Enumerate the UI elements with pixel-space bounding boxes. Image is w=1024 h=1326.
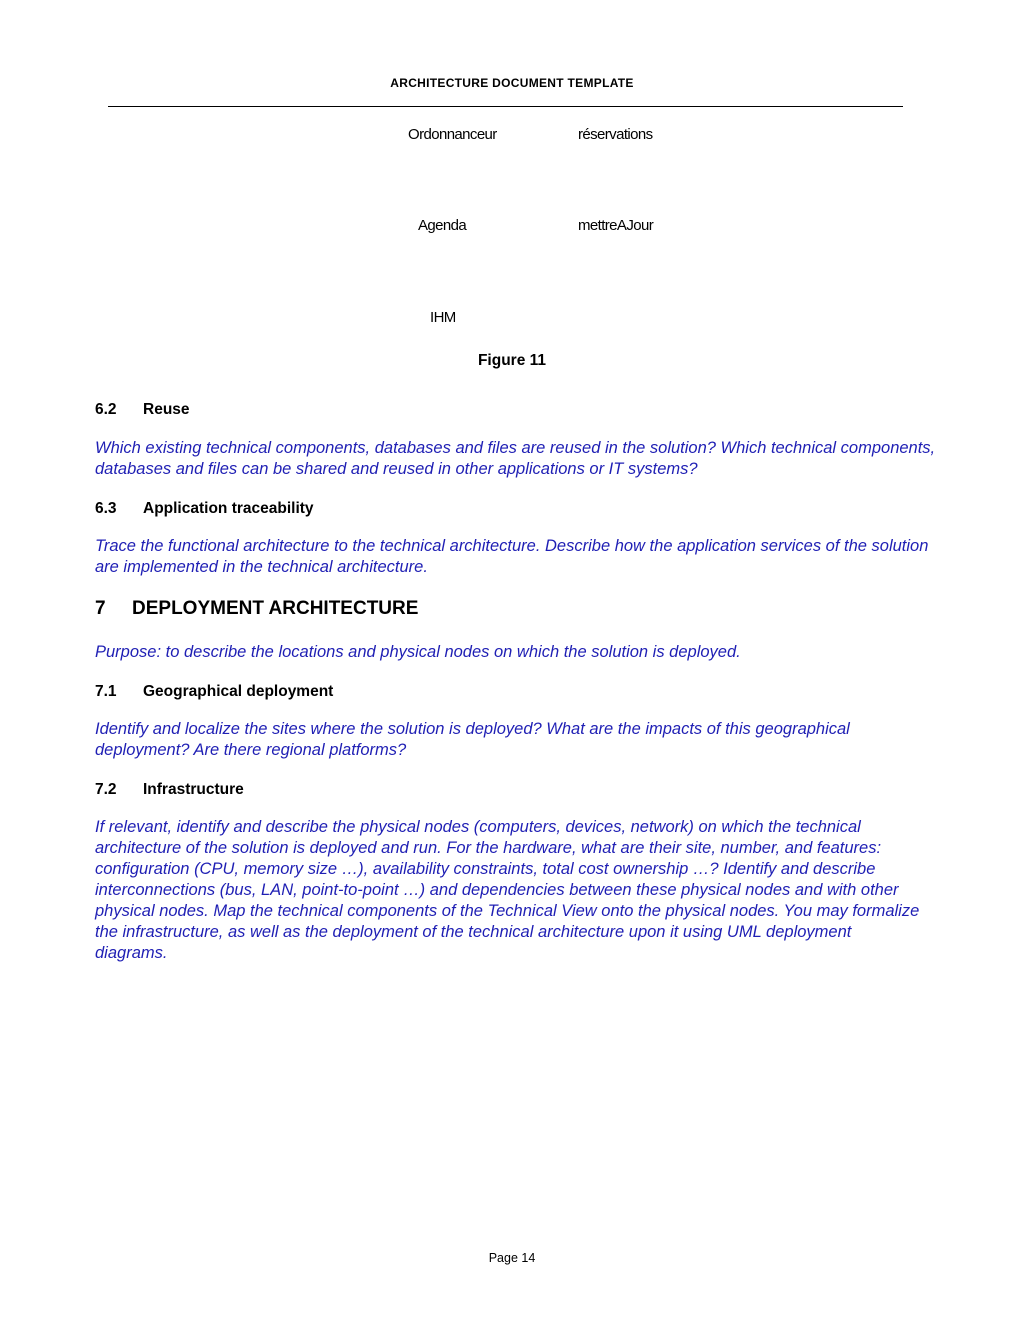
chapter-heading-7 — [95, 598, 418, 620]
section-text-6-3: Trace the functional architecture to the technical architecture. Describe how the application services of the solution are implemented in the technical architecture. — [95, 537, 929, 576]
section-number: 6.3 — [95, 500, 117, 517]
section-title: Reuse — [143, 401, 190, 418]
chapter-number: 7 — [95, 598, 106, 619]
document-title: ARCHITECTURE DOCUMENT TEMPLATE — [390, 76, 634, 90]
section-heading-7-1 — [95, 683, 333, 701]
page-number: Page 14 — [488, 1251, 536, 1265]
diagram-label-mettreajour: mettreAJour — [578, 217, 654, 234]
section-number: 6.2 — [95, 401, 117, 418]
section-text-6-2: Which existing technical components, databases and files are reused in the solution? Which technical components, databases and files can be shared and reused in other applications or IT systems? — [95, 439, 936, 478]
section-title: Geographical deployment — [143, 683, 334, 700]
section-title: Application traceability — [143, 500, 314, 517]
section-text-7-1: Identify and localize the sites where the solution is deployed? What are the impacts of this geographical deployment? Are there regional platforms? — [95, 720, 850, 759]
figure-caption: Figure 11 — [477, 352, 547, 369]
diagram-label-reservations: réservations — [578, 126, 653, 143]
section-number: 7.2 — [95, 781, 117, 798]
diagram-label-agenda: Agenda — [418, 217, 467, 234]
diagram-label-ihm: IHM — [430, 309, 456, 326]
section-heading-7-2 — [95, 781, 244, 799]
diagram-label-ordonnanceur: Ordonnanceur — [408, 126, 497, 143]
chapter-text-7: Purpose: to describe the locations and physical nodes on which the solution is deployed. — [95, 643, 741, 661]
section-text-7-2: If relevant, identify and describe the physical nodes (computers, devices, network) on which the technical architecture of the solution is deployed and run. For the hardware, what are their site, number, and features: configuration (CPU, memory size …), availability constraints, total cost ownership …? Identify and describe interconnections (bus, LAN, point-to-point …) and dependencies between these physical nodes and with other physical nodes. Map the technical components of the Technical View onto the physical nodes. You may formalize the infrastructure, as well as the deployment of the technical architecture upon it using UML deployment diagrams. — [95, 818, 920, 962]
section-title: Infrastructure — [143, 781, 244, 798]
section-number: 7.1 — [95, 683, 117, 700]
header-divider — [108, 106, 903, 107]
section-heading-6-2 — [95, 401, 190, 419]
chapter-title: DEPLOYMENT ARCHITECTURE — [132, 598, 419, 619]
section-heading-6-3 — [95, 500, 314, 518]
